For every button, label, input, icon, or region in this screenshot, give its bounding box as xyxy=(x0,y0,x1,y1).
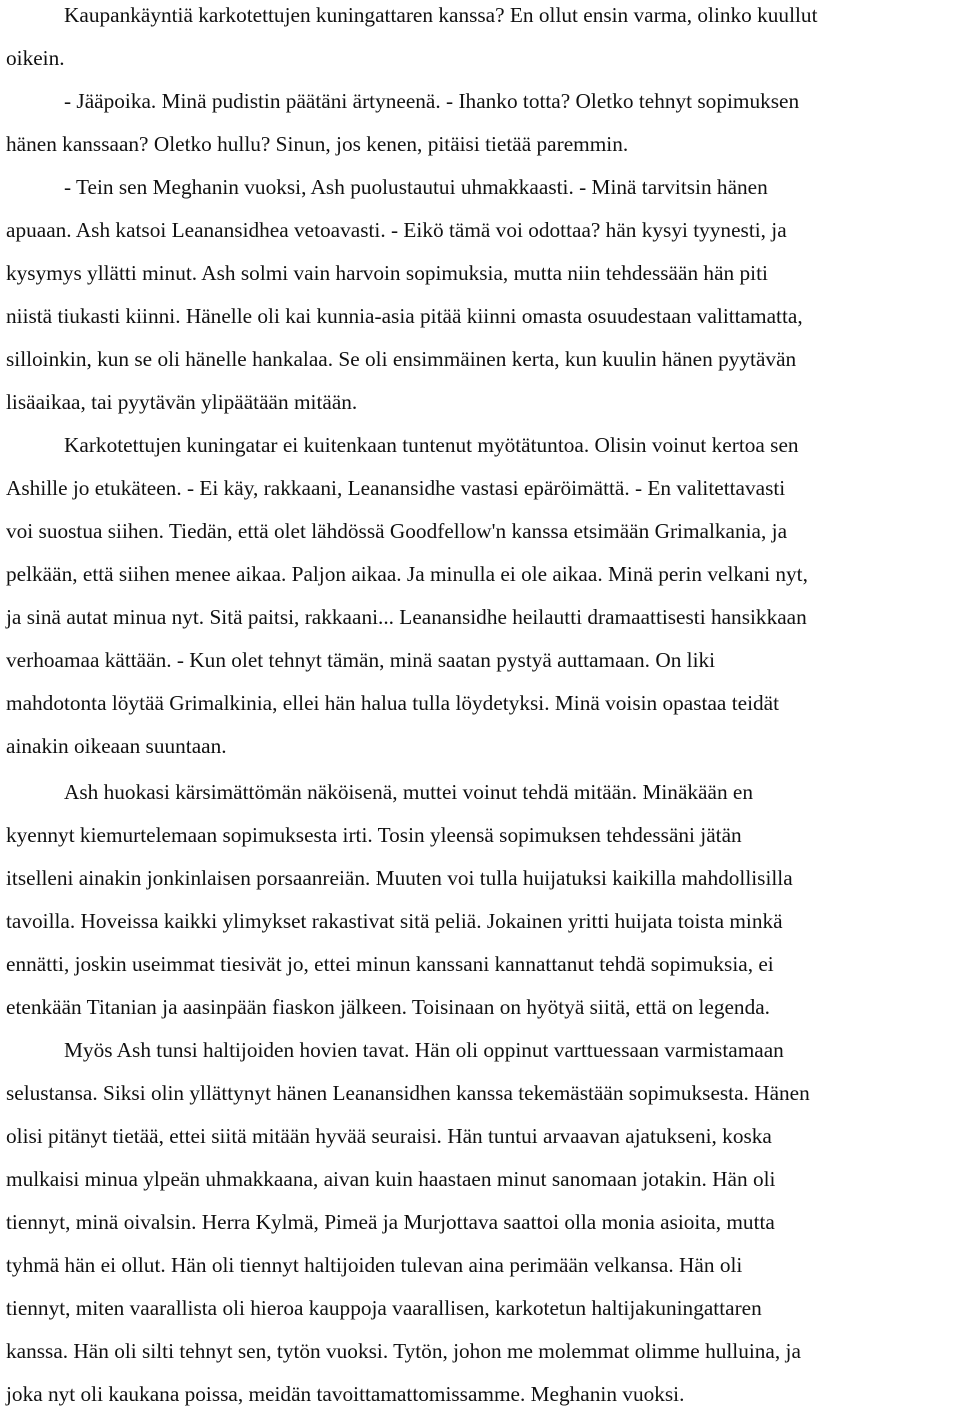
text-line: olisi pitänyt tietää, ettei siitä mitään hyvää seuraisi. Hän tuntui arvaavan ajatukseni, koska xyxy=(6,1124,772,1148)
text-line: etenkään Titanian ja aasinpään fiaskon jälkeen. Toisinaan on hyötyä siitä, että on legenda. xyxy=(6,995,770,1019)
text-line: silloinkin, kun se oli hänelle hankalaa. Se oli ensimmäinen kerta, kun kuulin hänen pyytävän xyxy=(6,347,797,371)
text-line: tiennyt, minä oivalsin. Herra Kylmä, Pimeä ja Murjottava saattoi olla monia asioita, mutta xyxy=(6,1210,775,1234)
text-line: joka nyt oli kaukana poissa, meidän tavoittamattomissamme. Meghanin vuoksi. xyxy=(6,1382,685,1406)
text-line: apuaan. Ash katsoi Leanansidhea vetoavasti. - Eikö tämä voi odottaa? hän kysyi tyynesti, ja xyxy=(6,218,787,242)
text-line: tiennyt, miten vaarallista oli hieroa kauppoja vaarallisen, karkotetun haltijakuningattaren xyxy=(6,1296,762,1320)
text-line: ainakin oikeaan suuntaan. xyxy=(6,734,227,758)
text-line: selustansa. Siksi olin yllättynyt hänen Leanansidhen kanssa tekemästään sopimuksesta. Hänen xyxy=(6,1081,810,1105)
text-line: kyennyt kiemurtelemaan sopimuksesta irti. Tosin yleensä sopimuksen tehdessäni jätän xyxy=(6,823,742,847)
text-line: Ashille jo etukäteen. - Ei käy, rakkaani, Leanansidhe vastasi epäröimättä. - En valitettavasti xyxy=(6,476,786,500)
text-line: - Tein sen Meghanin vuoksi, Ash puolustautui uhmakkaasti. - Minä tarvitsin hänen xyxy=(64,175,768,199)
text-line: verhoamaa kättään. - Kun olet tehnyt tämän, minä saatan pystyä auttamaan. On liki xyxy=(6,648,716,672)
text-line: niistä tiukasti kiinni. Hänelle oli kai kunnia-asia pitää kiinni omasta osuudestaan valittamatta, xyxy=(6,304,803,328)
text-line: Karkotettujen kuningatar ei kuitenkaan tuntenut myötätuntoa. Olisin voinut kertoa sen xyxy=(64,433,799,457)
text-line: Kaupankäyntiä karkotettujen kuningattaren kanssa? En ollut ensin varma, olinko kuullut xyxy=(64,3,818,27)
text-line: lisäaikaa, tai pyytävän ylipäätään mitään. xyxy=(6,390,358,414)
text-line: kanssa. Hän oli silti tehnyt sen, tytön vuoksi. Tytön, johon me molemmat olimme hulluina, ja xyxy=(6,1339,801,1363)
text-line: Ash huokasi kärsimättömän näköisenä, muttei voinut tehdä mitään. Minäkään en xyxy=(64,780,754,804)
text-line: hänen kanssaan? Oletko hullu? Sinun, jos kenen, pitäisi tietää paremmin. xyxy=(6,132,629,156)
text-line: ja sinä autat minua nyt. Sitä paitsi, rakkaani... Leanansidhe heilautti dramaattisesti hansikkaan xyxy=(6,605,807,629)
text-line: ennätti, joskin useimmat tiesivät jo, ettei minun kanssani kannattanut tehdä sopimuksia, ei xyxy=(6,952,774,976)
text-line: tyhmä hän ei ollut. Hän oli tiennyt haltijoiden tulevan aina perimään velkansa. Hän oli xyxy=(6,1253,743,1277)
text-line: mulkaisi minua ylpeän uhmakkaana, aivan kuin haastaen minut sanomaan jotakin. Hän oli xyxy=(6,1167,776,1191)
text-line: oikein. xyxy=(6,46,65,70)
text-line: tavoilla. Hoveissa kaikki ylimykset rakastivat sitä peliä. Jokainen yritti huijata toista minkä xyxy=(6,909,783,933)
text-line: - Jääpoika. Minä pudistin päätäni ärtyneenä. - Ihanko totta? Oletko tehnyt sopimuksen xyxy=(64,89,800,113)
text-line: pelkään, että siihen menee aikaa. Paljon aikaa. Ja minulla ei ole aikaa. Minä perin velkani nyt, xyxy=(6,562,808,586)
text-line: voi suostua siihen. Tiedän, että olet lähdössä Goodfellow'n kanssa etsimään Grimalkania, ja xyxy=(6,519,788,543)
text-line: itselleni ainakin jonkinlaisen porsaanreiän. Muuten voi tulla huijatuksi kaikilla mahdollisilla xyxy=(6,866,793,890)
text-line: mahdotonta löytää Grimalkinia, ellei hän halua tulla löydetyksi. Minä voisin opastaa teidät xyxy=(6,691,779,715)
text-line: kysymys yllätti minut. Ash solmi vain harvoin sopimuksia, mutta niin tehdessään hän piti xyxy=(6,261,768,285)
text-line: Myös Ash tunsi haltijoiden hovien tavat. Hän oli oppinut varttuessaan varmistamaan xyxy=(64,1038,784,1062)
